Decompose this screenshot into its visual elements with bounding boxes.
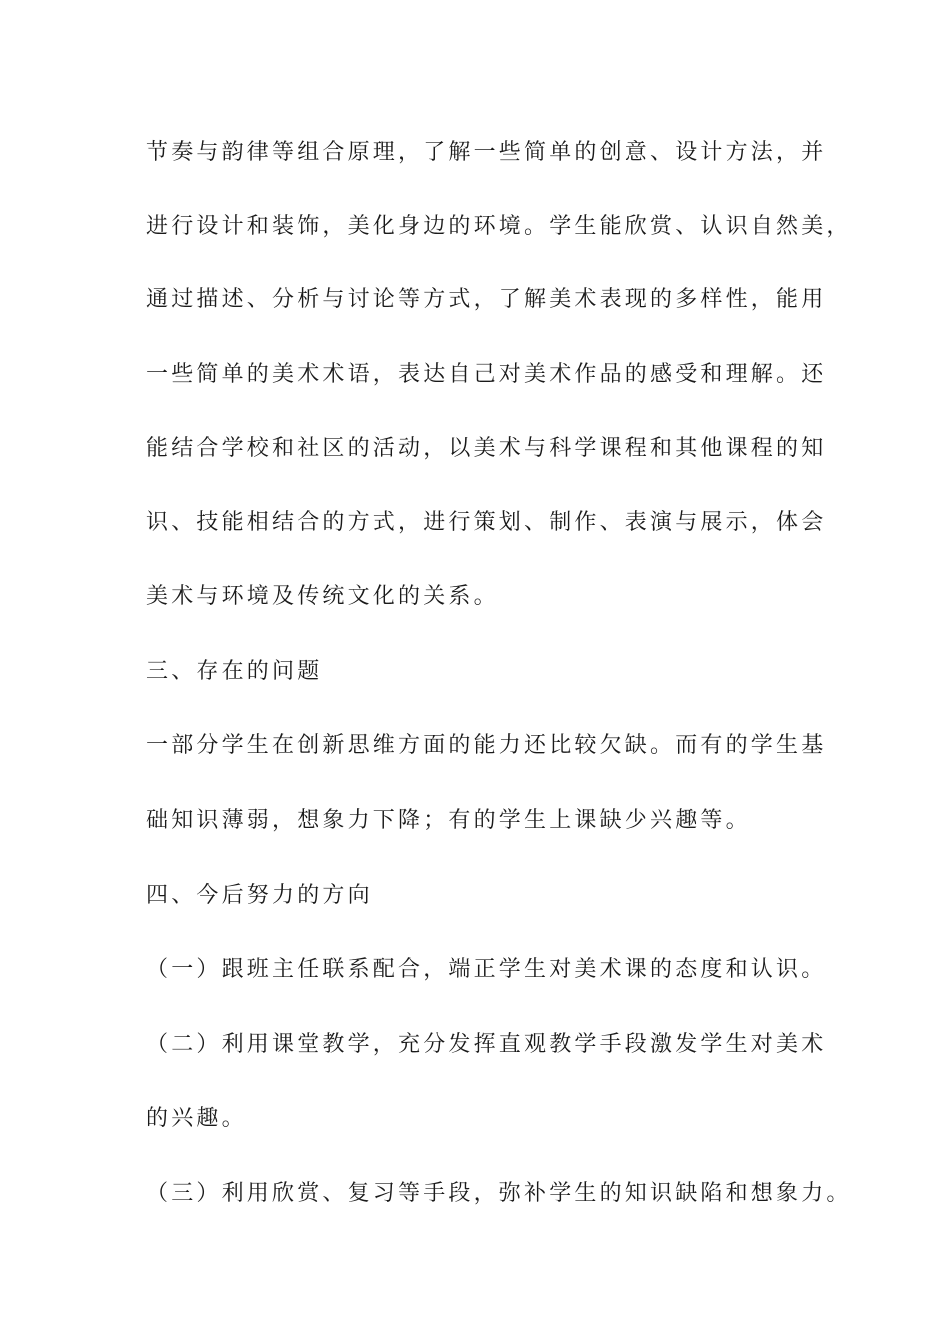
list-item-continuation: 的兴趣。 [146,1106,247,1131]
paragraph-line: 节奏与韵律等组合原理，了解一些简单的创意、设计方法，并 [146,140,827,165]
list-item: （一）跟班主任联系配合，端正学生对美术课的态度和认识。 [146,957,827,982]
list-item: （二）利用课堂教学，充分发挥直观教学手段激发学生对美术 [146,1032,827,1057]
paragraph-line: 进行设计和装饰，美化身边的环境。学生能欣赏、认识自然美， [146,214,852,239]
paragraph-line: 一部分学生在创新思维方面的能力还比较欠缺。而有的学生基 [146,733,827,758]
section-heading: 四、今后努力的方向 [146,883,373,908]
paragraph-line: 一些简单的美术术语，表达自己对美术作品的感受和理解。还 [146,362,827,387]
paragraph-line: 识、技能相结合的方式，进行策划、制作、表演与展示，体会 [146,510,827,535]
paragraph-line: 通过描述、分析与讨论等方式，了解美术表现的多样性，能用 [146,287,827,312]
paragraph-line: 美术与环境及传统文化的关系。 [146,584,499,609]
paragraph-line: 础知识薄弱，想象力下降；有的学生上课缺少兴趣等。 [146,808,751,833]
list-item: （三）利用欣赏、复习等手段，弥补学生的知识缺陷和想象力。 [146,1181,852,1206]
paragraph-line: 能结合学校和社区的活动，以美术与科学课程和其他课程的知 [146,436,827,461]
section-heading: 三、存在的问题 [146,659,323,684]
